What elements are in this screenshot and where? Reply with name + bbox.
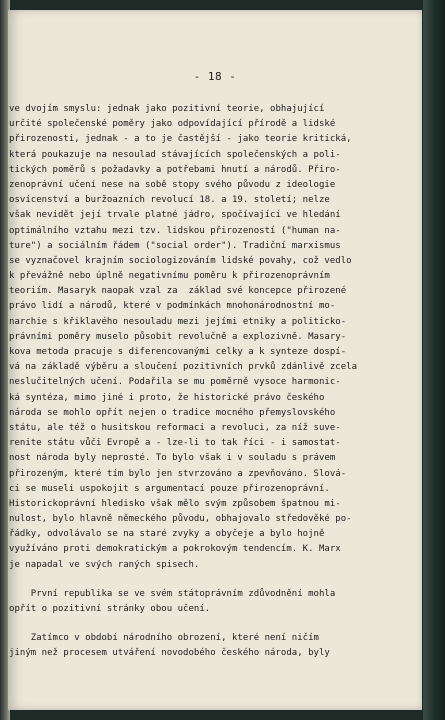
text-line: ká syntéza, mimo jiné i proto, že historické právo českého [9,392,325,403]
text-line: přirozeným, které tím bylo jen stvrzováno a zpevňováno. Slová- [9,468,347,479]
text-line: zenoprávní učení nese na sobě stopy svého původu z ideologie [9,179,336,190]
text-line: Zatímco v období národního obrození, které není ničím [9,633,319,644]
text-line: národa se mohlo opřít nejen o tradice mocného přemyslovského [9,407,336,418]
text-line: renite státu vůči Evropě a - lze-li to tak říci - i samostat- [9,438,341,449]
text-line: vá na základě výběru a sloučení pozitivních prvků zdánlivě zcela [9,362,358,373]
text-line: řádky, odvolávalo se na staré zvyky a obyčeje a bylo hojně [9,529,325,540]
text-line: je napadal ve svých raných spisech. [9,559,200,570]
text-line: nost národa byly neprosté. To bylo však i v souladu s právem [9,453,336,464]
text-line: se vyznačovel krajním sociologizováním lidské povahy, což vedlo [9,255,352,266]
text-line: optimálního vztahu mezi tzv. lidskou přirozeností ("human na- [9,225,341,236]
book-cover-edge [423,0,445,720]
text-line: nulost, bylo hlavně německého původu, obhajovalo středověké po- [9,514,352,525]
text-line: osvícenství a buržoazních revolucí 18. a 19. století; nelze [9,195,330,206]
text-line: však nevidět její trvale platné jádro, spočívající ve hledání [9,210,341,221]
text-line: právními poměry muselo působit revolučně a explozivně. Masary- [9,331,347,342]
text-line: teoriím. Masaryk naopak vzal za základ své koncepce přirozené [9,286,347,297]
body-text [9,102,404,662]
text-line: narchie s křiklavého nesouladu mezi jejími etniky a politicko- [9,316,347,327]
text-line: ve dvojím smyslu: jednak jako pozitivní teorie, obhajující [9,104,325,114]
text-line: tických poměrů s požadavky a potřebami hnutí a národů. Přiro- [9,164,341,175]
text-line: neslučitelných učení. Podařila se mu poměrně vysoce harmonic- [9,377,341,388]
text-line: ture") a sociálním řádem ("social order"). Tradiční marxismus [9,240,341,251]
text-line: právo lidí a národů, které v podmínkách mnohonárodnostní mo- [9,301,336,312]
text-line: opřít o pozitivní stránky obou učení. [9,604,211,614]
text-line: jiným než procesem utváření novodobého českého národa, byly [9,648,330,659]
text-line: určité společenské poměry jako odpovídající přírodě a lidské [9,119,336,130]
page-number: - 18 - [193,70,237,83]
text-line: státu, ale též o husitskou reformaci a revoluci, za níž suve- [9,422,341,433]
text-line: Historickoprávní hledisko však mělo svým způsobem špatnou mi- [9,498,341,509]
paragraph-gap [9,573,404,587]
document-page [8,10,422,710]
text-line: k převážně nebo úplně negativnímu poměru k přirozenoprávním [9,271,330,282]
text-line: která poukazuje na nesoulad stávajících společenských a poli- [9,149,341,160]
text-line: kova metoda pracuje s diferencovanými celky a k synteze dospí- [9,347,347,357]
text-line: přirozenosti, jednak - a to je častější - jako teorie kritická, [9,134,352,145]
paragraph-gap [9,617,404,631]
text-line: První republika se ve svém státoprávním zdůvodnění mohla [9,588,336,599]
text-line: ci se museli uspokojit s argumentací pouze přirozenoprávní. [9,483,330,494]
text-line: využíváno proti demokratickým a pokrokovým tendencím. K. Marx [9,544,341,555]
